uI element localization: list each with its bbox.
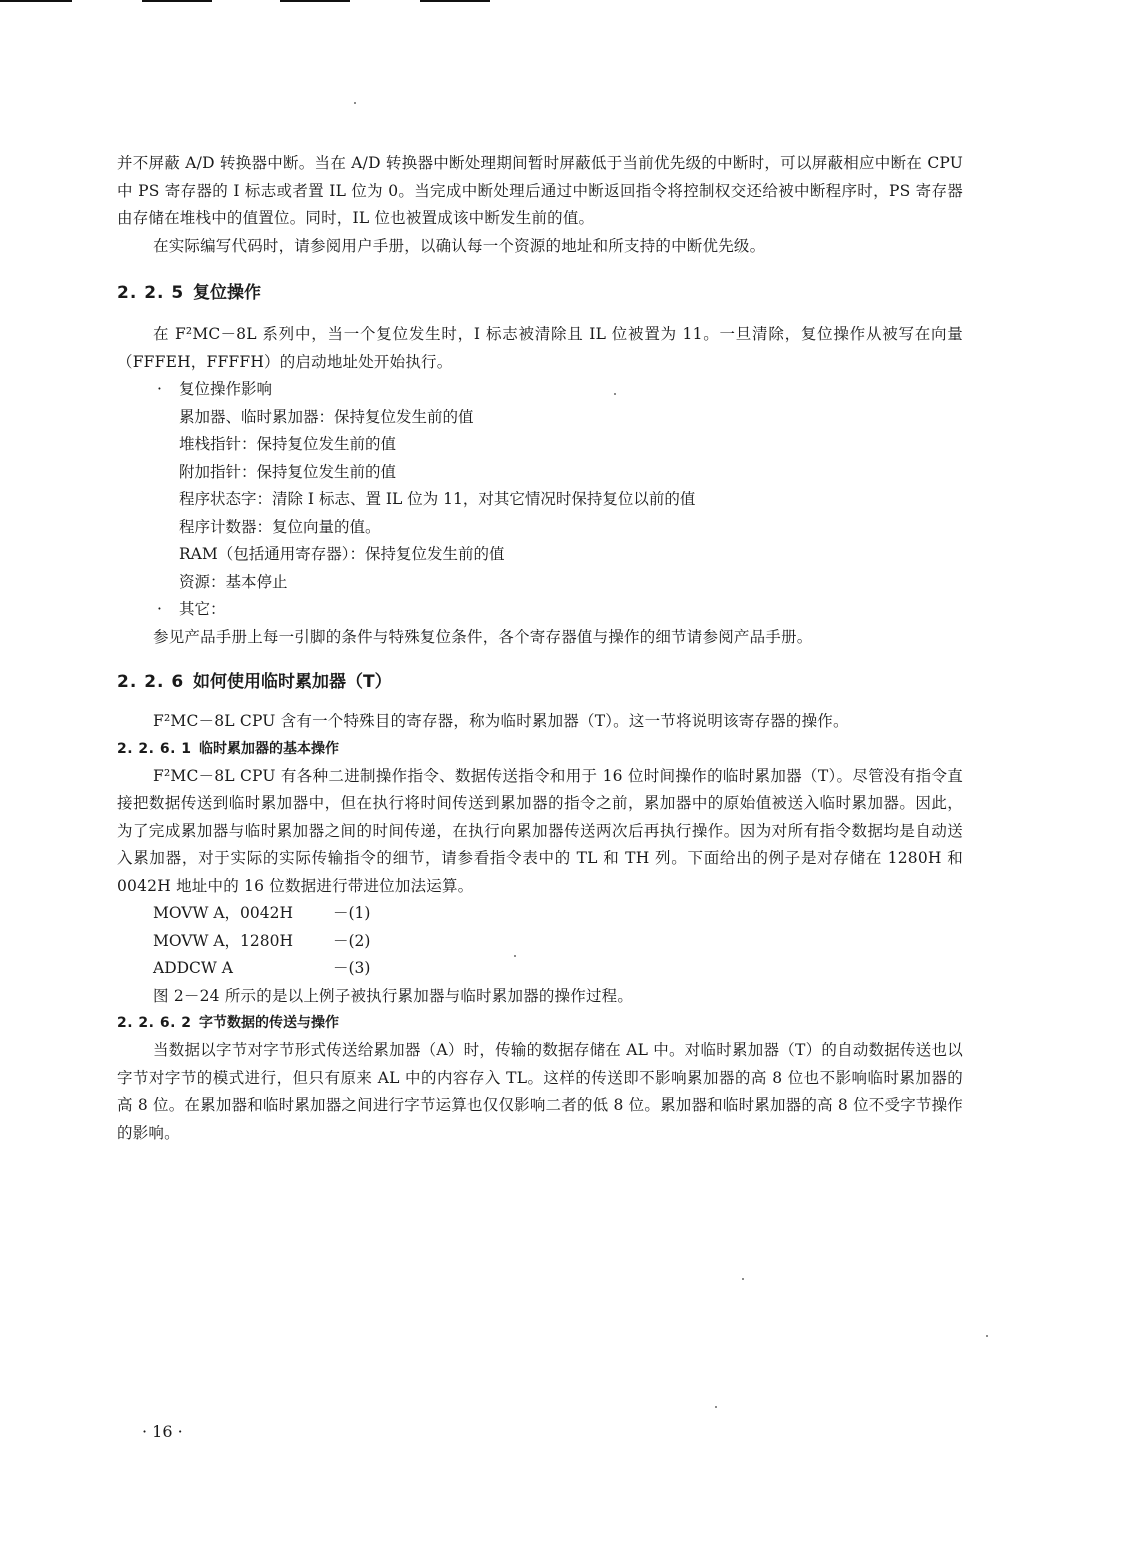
bullet-other (117, 596, 963, 624)
paragraph-byte-data: 当数据以字节对字节形式传送给累加器（A）时，传输的数据存储在 AL 中。对临时累加器（T）的自动数据传送也以字节对字节的模式进行，但只有原来 AL 中的内容存入 TL。这样的传送即不影响累加器的高 8 位也不影响临时累加器的高 8 位。在累加器和临时累加器之间进行字节运算也仅仅影响二者的低 8 位。累加器和临时累加器的高 8 位不受字节操作的影响。 (117, 1041, 963, 1142)
list-item: RAM（包括通用寄存器）：保持复位发生前的值 (179, 545, 505, 563)
code-ref: －(3) (333, 959, 371, 977)
list-item: 程序状态字：清除 I 标志、置 IL 位为 11，对其它情况时保持复位以前的值 (179, 490, 696, 508)
code-instruction: MOVW A，0042H (153, 904, 294, 922)
code-instruction: MOVW A，1280H (153, 931, 294, 950)
page-content (117, 150, 963, 1147)
subsection-number: 2. 2. 6. 2 (117, 1015, 192, 1031)
list-item: 资源：基本停止 (179, 572, 288, 591)
subsection-title: 字节数据的传送与操作 (199, 1015, 339, 1031)
paragraph-other-details: 参见产品手册上每一引脚的条件与特殊复位条件，各个寄存器值与操作的细节请参阅产品手册。 (153, 627, 813, 646)
top-rule (280, 0, 350, 2)
section-number: 2. 2. 5 (117, 283, 185, 303)
bullet-icon: · (157, 600, 162, 618)
list-item: 累加器、临时累加器：保持复位发生前的值 (179, 407, 474, 426)
code-line (117, 900, 963, 928)
list-item: 堆栈指针：保持复位发生前的值 (179, 435, 397, 453)
paragraph-figure-note: 图 2－24 所示的是以上例子被执行累加器与临时累加器的操作过程。 (153, 986, 634, 1005)
bullet-label: 其它： (179, 600, 226, 618)
paragraph-reset-intro: 在 F²MC－8L 系列中，当一个复位发生时，I 标志被清除且 IL 位被置为 11。一旦清除，复位操作从被写在向量（FFFEH，FFFFH）的启动地址处开始执行。 (117, 325, 963, 371)
paragraph-basic-ops: F²MC－8L CPU 有各种二进制操作指令、数据传送指令和用于 16 位时间操作的临时累加器（T）。尽管没有指令直接把数据传送到临时累加器中，但在执行将时间传送到累加器的指令之前，累加器中的原始值被送入临时累加器。因此，为了完成累加器与临时累加器之间的时间传递，在执行向累加器传送两次后再执行操作。因为对所有指令数据均是自动送入累加器，对于实际的实际传输指令的细节，请参看指令表中的 TL 和 TH 列。下面给出的例子是对存储在 1280H 和 0042H 地址中的 16 位数据进行带进位加法运算。 (117, 766, 963, 895)
code-ref: －(1) (333, 904, 371, 922)
code-ref: －(2) (333, 931, 371, 950)
code-instruction: ADDCW A (153, 959, 233, 977)
subsection-heading-byte-data (117, 1010, 963, 1037)
bullet-label: 复位操作影响 (179, 380, 273, 398)
subsection-heading-basic-ops (117, 736, 963, 763)
section-title: 复位操作 (193, 283, 261, 303)
section-title: 如何使用临时累加器（T） (193, 672, 392, 692)
bullet-reset-effects (117, 376, 963, 404)
top-rule (142, 0, 212, 2)
scan-speck (715, 1406, 717, 1408)
subsection-number: 2. 2. 6. 1 (117, 740, 192, 757)
paragraph-interrupt-mask: 并不屏蔽 A/D 转换器中断。当在 A/D 转换器中断处理期间暂时屏蔽低于当前优先级的中断时，可以屏蔽相应中断在 CPU 中 PS 寄存器的 I 标志或者置 IL 位为 0。当完成中断处理后通过中断返回指令将控制权交还给被中断程序时，PS 寄存器由存储在堆栈中的值置位。同时，IL 位也被置成该中断发生前的值。 (117, 154, 963, 227)
paragraph-reference-manual: 在实际编写代码时，请参阅用户手册，以确认每一个资源的地址和所支持的中断优先级。 (153, 236, 766, 255)
subsection-title: 临时累加器的基本操作 (199, 740, 339, 757)
scan-speck (742, 1278, 744, 1280)
section-heading-reset (117, 278, 963, 303)
section-number: 2. 2. 6 (117, 672, 185, 692)
list-item: 附加指针：保持复位发生前的值 (179, 462, 397, 481)
section-heading-temp-accumulator (117, 667, 963, 692)
code-line (117, 928, 963, 956)
top-rule (420, 0, 490, 2)
scan-speck (986, 1335, 988, 1337)
code-line (117, 955, 963, 983)
top-rule (0, 0, 72, 2)
page-number: · 16 · (142, 1422, 183, 1441)
scan-speck (354, 102, 356, 104)
bullet-icon: · (157, 380, 162, 398)
list-item: 程序计数器：复位向量的值。 (179, 517, 381, 536)
paragraph-temp-intro: F²MC－8L CPU 含有一个特殊目的寄存器，称为临时累加器（T）。这一节将说明该寄存器的操作。 (153, 712, 849, 730)
